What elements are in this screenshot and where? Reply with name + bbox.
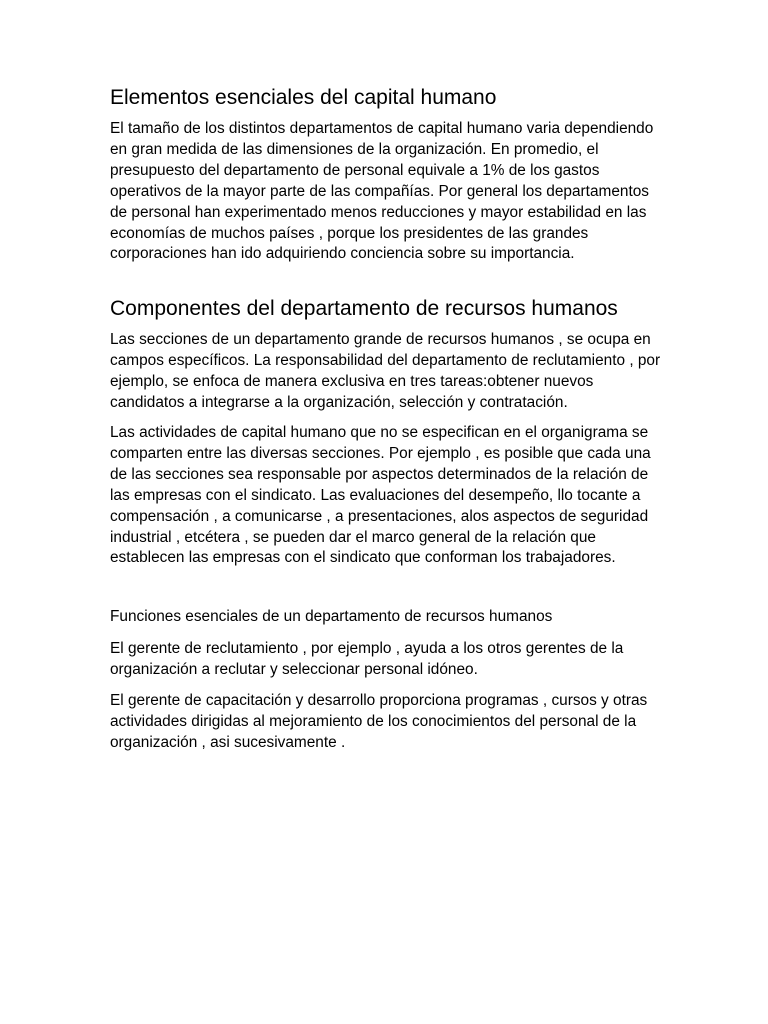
document-page — [110, 84, 670, 754]
paragraph-capital-humano-size: El tamaño de los distintos departamentos de capital humano varia dependiendo en gran medida de las dimensiones de la organización. En promedio, el presupuesto del departamento de personal equivale a 1% de los gastos operativos de la mayor parte de las compañías. Por general los departamentos de personal han experimentado menos reducciones y mayor estabilidad en las economías de muchos países , porque los presidentes de las grandes corporaciones han ido adquiriendo conciencia sobre su importancia. — [110, 120, 654, 263]
paragraph-secciones: Las secciones de un departamento grande de recursos humanos , se ocupa en campos específicos. La responsabilidad del departamento de reclutamiento , por ejemplo, se enfoca de manera exclusiva en tres tareas:obtener nuevos candidatos a integrarse a la organización, selección y contratación. — [110, 331, 661, 412]
section-heading-funciones: Funciones esenciales de un departamento de recursos humanos — [110, 608, 553, 626]
paragraph-gerente-capacitacion: El gerente de capacitación y desarrollo proporciona programas , cursos y otras actividades dirigidas al mejoramiento de los conocimientos del personal de la organización , asi sucesivamente . — [110, 692, 648, 751]
paragraph-actividades: Las actividades de capital humano que no se especifican en el organigrama se comparten entre las diversas secciones. Por ejemplo , es posible que cada una de las secciones sea responsable por aspectos determinados de la relación de las empresas con el sindicato. Las evaluaciones del desempeño, llo tocante a compensación , a comunicarse , a presentaciones, alos aspectos de seguridad industrial , etcétera , se pueden dar el marco general de la relación que establecen las empresas con el sindicato que conforman los trabajadores. — [110, 423, 651, 567]
section-heading-elementos-esenciales: Elementos esenciales del capital humano — [110, 86, 497, 109]
section-heading-componentes: Componentes del departamento de recursos humanos — [110, 297, 618, 321]
paragraph-gerente-reclutamiento: El gerente de reclutamiento , por ejemplo , ayuda a los otros gerentes de la organización a reclutar y seleccionar personal idóneo. — [110, 640, 624, 679]
